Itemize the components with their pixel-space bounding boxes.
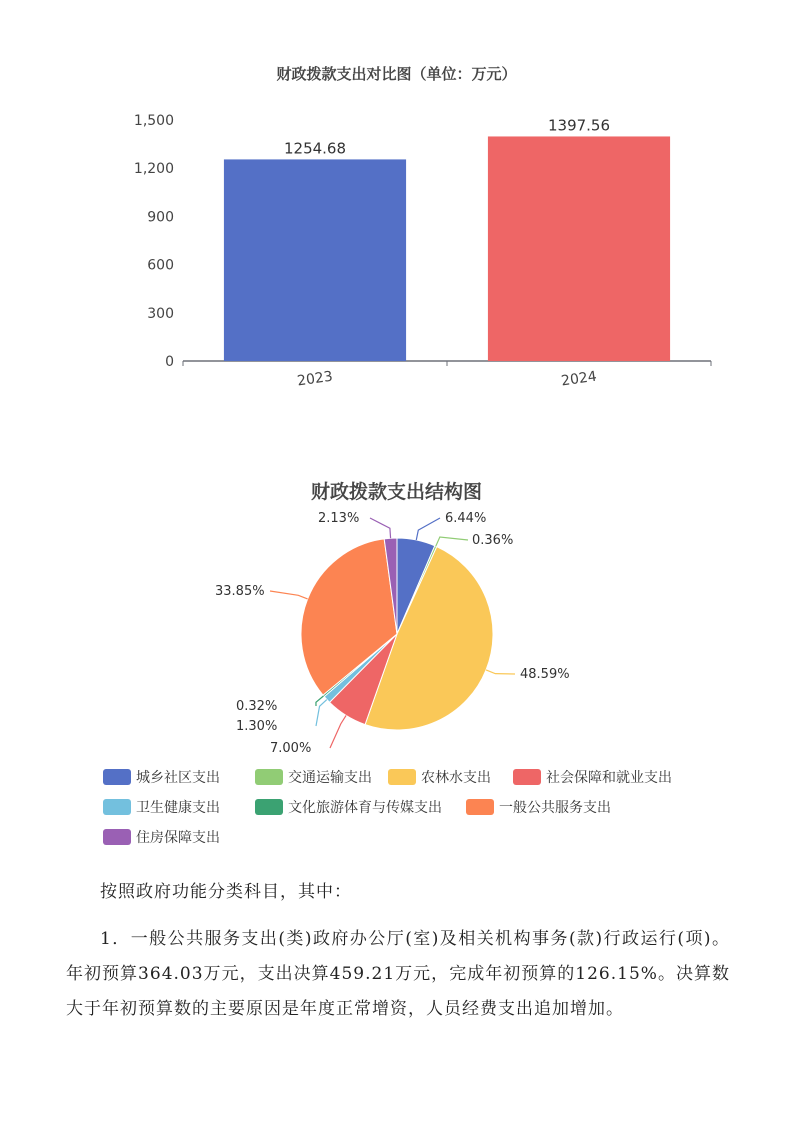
bar xyxy=(488,136,670,361)
y-tick-label: 600 xyxy=(147,257,174,274)
legend-swatch xyxy=(103,769,131,785)
pie-data-label: 1.30% xyxy=(236,719,278,734)
legend-swatch xyxy=(466,799,494,815)
legend-item[interactable] xyxy=(388,768,491,788)
pie-data-label: 0.32% xyxy=(236,699,278,714)
legend-item[interactable] xyxy=(103,798,220,818)
bar-chart xyxy=(0,100,793,400)
pie-data-label: 2.13% xyxy=(318,511,360,526)
pie-label-line xyxy=(416,518,440,540)
y-tick-label: 1,200 xyxy=(133,161,174,178)
legend-label: 一般公共服务支出 xyxy=(499,800,611,816)
legend-item[interactable] xyxy=(513,768,672,788)
legend-swatch xyxy=(388,769,416,785)
pie-label-line xyxy=(330,715,346,748)
pie-data-label: 7.00% xyxy=(270,741,312,756)
pie-data-label: 6.44% xyxy=(445,511,487,526)
paragraph-intro: 按照政府功能分类科目，其中： xyxy=(100,882,352,902)
legend-swatch xyxy=(255,769,283,785)
pie-label-line xyxy=(316,700,327,726)
pie-data-label: 33.85% xyxy=(215,584,265,599)
x-tick-label: 2024 xyxy=(560,368,598,390)
pie-data-label: 0.36% xyxy=(472,533,514,548)
pie-data-label: 48.59% xyxy=(520,667,570,682)
legend-label: 交通运输支出 xyxy=(288,770,372,786)
legend-item[interactable] xyxy=(255,768,372,788)
legend-swatch xyxy=(513,769,541,785)
pie-label-line xyxy=(486,670,515,674)
legend-item[interactable] xyxy=(103,768,220,788)
legend-item[interactable] xyxy=(255,798,442,818)
legend-label: 城乡社区支出 xyxy=(136,770,220,786)
y-tick-label: 1,500 xyxy=(133,113,174,129)
bar xyxy=(224,159,406,361)
pie-label-line xyxy=(370,518,391,538)
paragraph-detail: 1．一般公共服务支出(类)政府办公厅(室)及相关机构事务(款)行政运行(项)。年初预算364.03万元，支出决算459.21万元，完成年初预算的126.15%。决算数大于年初预算数的主要原因是年度正常增资，人员经费支出追加增加。 xyxy=(66,929,730,1019)
x-tick-label: 2023 xyxy=(296,368,334,390)
y-tick-label: 900 xyxy=(147,209,174,226)
pie-label-line xyxy=(270,591,308,599)
legend-label: 卫生健康支出 xyxy=(136,800,220,816)
legend-label: 文化旅游体育与传媒支出 xyxy=(288,800,442,816)
bar-data-label: 1254.68 xyxy=(283,139,347,158)
legend-label: 社会保障和就业支出 xyxy=(546,770,672,786)
legend-item[interactable] xyxy=(466,798,611,818)
legend-item[interactable] xyxy=(103,828,220,848)
legend-label: 农林水支出 xyxy=(421,770,491,786)
bar-data-label: 1397.56 xyxy=(547,116,611,135)
legend-swatch xyxy=(103,799,131,815)
bar-chart-title: 财政拨款支出对比图（单位：万元） xyxy=(276,65,517,83)
legend-swatch xyxy=(103,829,131,845)
pie-label-line xyxy=(316,696,324,706)
y-tick-label: 300 xyxy=(147,305,174,322)
pie-label-line xyxy=(436,537,468,546)
legend-label: 住房保障支出 xyxy=(136,830,220,846)
pie-chart-title: 财政拨款支出结构图 xyxy=(310,481,482,503)
y-tick-label: 0 xyxy=(165,354,174,370)
legend-swatch xyxy=(255,799,283,815)
pie-chart xyxy=(0,500,793,760)
